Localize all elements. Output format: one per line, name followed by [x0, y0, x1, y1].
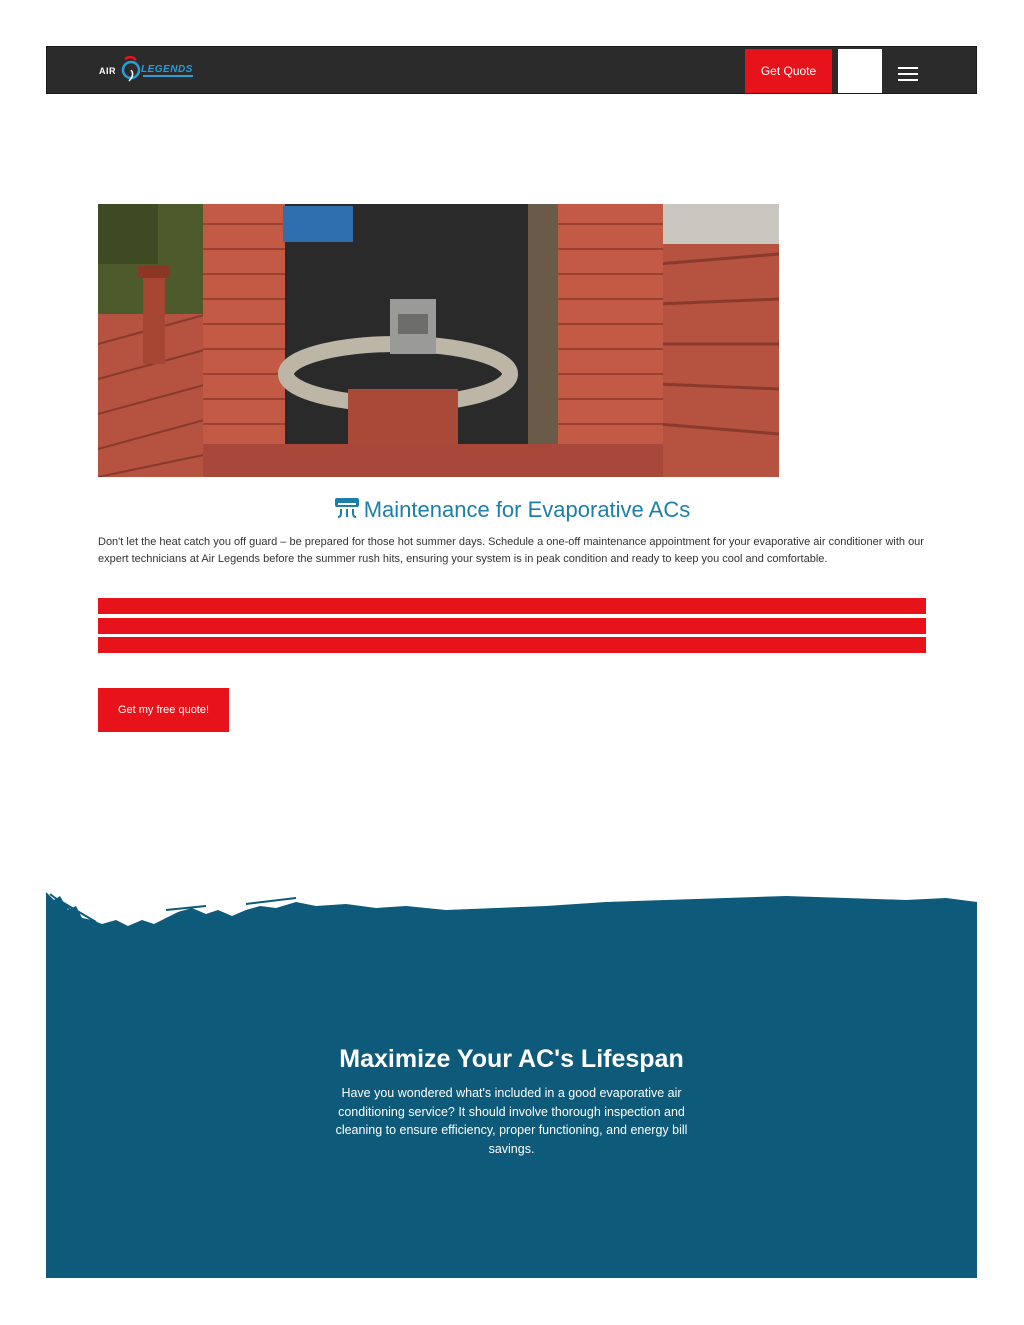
red-divider-bar	[98, 598, 926, 614]
red-divider-bar	[98, 618, 926, 634]
maintenance-title	[0, 496, 1024, 523]
menu-line	[898, 67, 918, 69]
maintenance-title-text: Maintenance for Evaporative ACs	[363, 497, 691, 522]
get-quote-button[interactable]: Get Quote	[745, 49, 832, 93]
maintenance-description: Don't let the heat catch you off guard – be prepared for those hot summer days. Schedule a one-off maintenance appointment for your evaporative air conditioner with our expert technicians at Air Legends before the summer rush hits, ensuring your system is in peak condition and ready to keep you cool and comfortable.	[98, 536, 924, 565]
logo-legends-text: LEGENDS	[141, 64, 193, 75]
hamburger-icon[interactable]	[895, 59, 921, 83]
free-quote-button[interactable]: Get my free quote!	[98, 688, 229, 732]
menu-line	[898, 79, 918, 81]
hero-image	[98, 204, 779, 477]
site-header	[46, 46, 977, 94]
lifespan-section	[46, 880, 977, 1278]
evaporative-unit-photo	[98, 204, 779, 477]
lifespan-text: Have you wondered what's included in a good evaporative air conditioning service? It should involve thorough inspection and cleaning to ensure efficiency, proper functioning, and energy bill savings.	[335, 1086, 688, 1156]
air-conditioner-icon	[334, 496, 360, 520]
logo-underline	[143, 75, 193, 77]
menu-line	[898, 73, 918, 75]
lifespan-title: Maximize Your AC's Lifespan	[339, 1045, 684, 1073]
logo[interactable]	[99, 55, 199, 87]
logo-air-text: AIR	[99, 66, 116, 76]
logo-swirl-icon	[119, 55, 143, 85]
red-divider-bar	[98, 637, 926, 653]
header-placeholder-box	[838, 49, 882, 93]
brush-stroke-background	[46, 880, 977, 1278]
